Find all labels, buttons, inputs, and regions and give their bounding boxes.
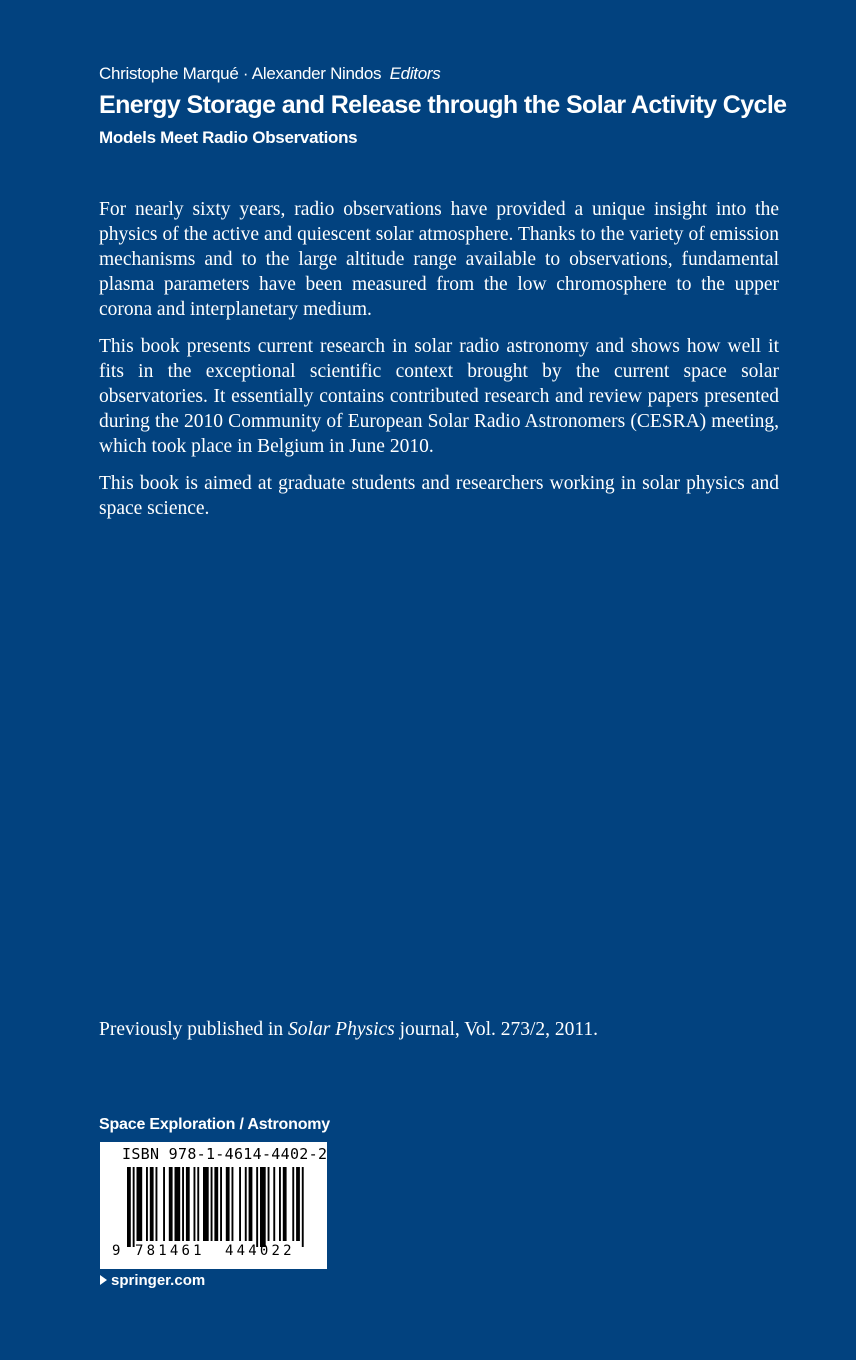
editor-separator: · — [242, 64, 249, 83]
book-title: Energy Storage and Release through the Solar Activity Cycle — [99, 91, 787, 119]
barcode-left-digits: 781461 — [135, 1243, 205, 1259]
subject-category: Space Exploration / Astronomy — [99, 1116, 330, 1133]
publication-prefix: Previously published in — [99, 1019, 284, 1040]
barcode-bar — [283, 1167, 287, 1241]
barcode-bar — [273, 1167, 275, 1241]
isbn-barcode — [100, 1142, 327, 1269]
barcode-bar — [226, 1167, 230, 1241]
barcode-bar — [256, 1167, 258, 1247]
barcode-bar — [245, 1167, 247, 1241]
barcode-bar — [211, 1167, 213, 1241]
publisher-url: springer.com — [111, 1272, 206, 1289]
barcode-bar — [194, 1167, 196, 1241]
barcode-bar — [232, 1167, 234, 1241]
editor-name-2: Alexander Nindos — [251, 64, 382, 83]
barcode-bar — [127, 1167, 131, 1247]
description-paragraph-3: This book is aimed at graduate students and researchers working in solar physics and space science. — [99, 473, 779, 519]
publisher-link[interactable] — [100, 1272, 205, 1289]
arrow-right-icon — [100, 1275, 107, 1285]
barcode-bar — [296, 1167, 300, 1241]
barcode-bar — [169, 1167, 173, 1241]
barcode-bar — [302, 1167, 304, 1247]
barcode-bar — [214, 1167, 218, 1241]
barcode-right-digits: 444022 — [225, 1243, 295, 1259]
barcode-bar — [137, 1167, 143, 1241]
publication-note — [99, 1019, 598, 1041]
publication-suffix: journal, Vol. 273/2, 2011. — [399, 1019, 599, 1040]
barcode-bar — [260, 1167, 266, 1247]
description-paragraph-1: For nearly sixty years, radio observations have provided a unique insight into the physics of the active and quiescent solar atmosphere. Thanks to the variety of emission mechanisms and to the large altitude range available to observations, fundamental plasma parameters have been measured from the low chromosphere to the upper corona and interplanetary medium. — [99, 199, 779, 320]
barcode-bar — [292, 1167, 294, 1241]
barcode-bar — [249, 1167, 253, 1241]
barcode-bar — [186, 1167, 190, 1241]
barcode-bar — [133, 1167, 135, 1247]
barcode-bar — [150, 1167, 154, 1241]
barcode-first-digit: 9 — [112, 1243, 121, 1259]
barcode-bar — [182, 1167, 184, 1241]
editors-role: Editors — [389, 64, 441, 83]
barcode-bar — [220, 1167, 222, 1241]
barcode-bar — [268, 1167, 270, 1241]
barcode-bar — [163, 1167, 165, 1241]
barcode-bar — [203, 1167, 209, 1241]
isbn-label: ISBN 978-1-4614-4402-2 — [122, 1145, 328, 1163]
barcode-bar — [156, 1167, 158, 1241]
barcode-bar — [239, 1167, 241, 1241]
barcode-bar — [175, 1167, 181, 1241]
editors-line — [99, 64, 440, 84]
journal-name: Solar Physics — [288, 1019, 395, 1040]
editor-name-1: Christophe Marqué — [99, 64, 239, 83]
barcode-bar — [197, 1167, 199, 1241]
barcode-bar — [146, 1167, 148, 1241]
book-subtitle: Models Meet Radio Observations — [99, 128, 358, 147]
barcode-bar — [279, 1167, 281, 1241]
description — [99, 197, 779, 533]
description-paragraph-2: This book presents current research in solar radio astronomy and shows how well it fits in the exceptional scientific context brought by the current space solar observatories. It essentially contains contributed research and review papers presented during the 2010 Community of European Solar Radio Astronomers (CESRA) meeting, which took place in Belgium in June 2010. — [99, 336, 779, 457]
